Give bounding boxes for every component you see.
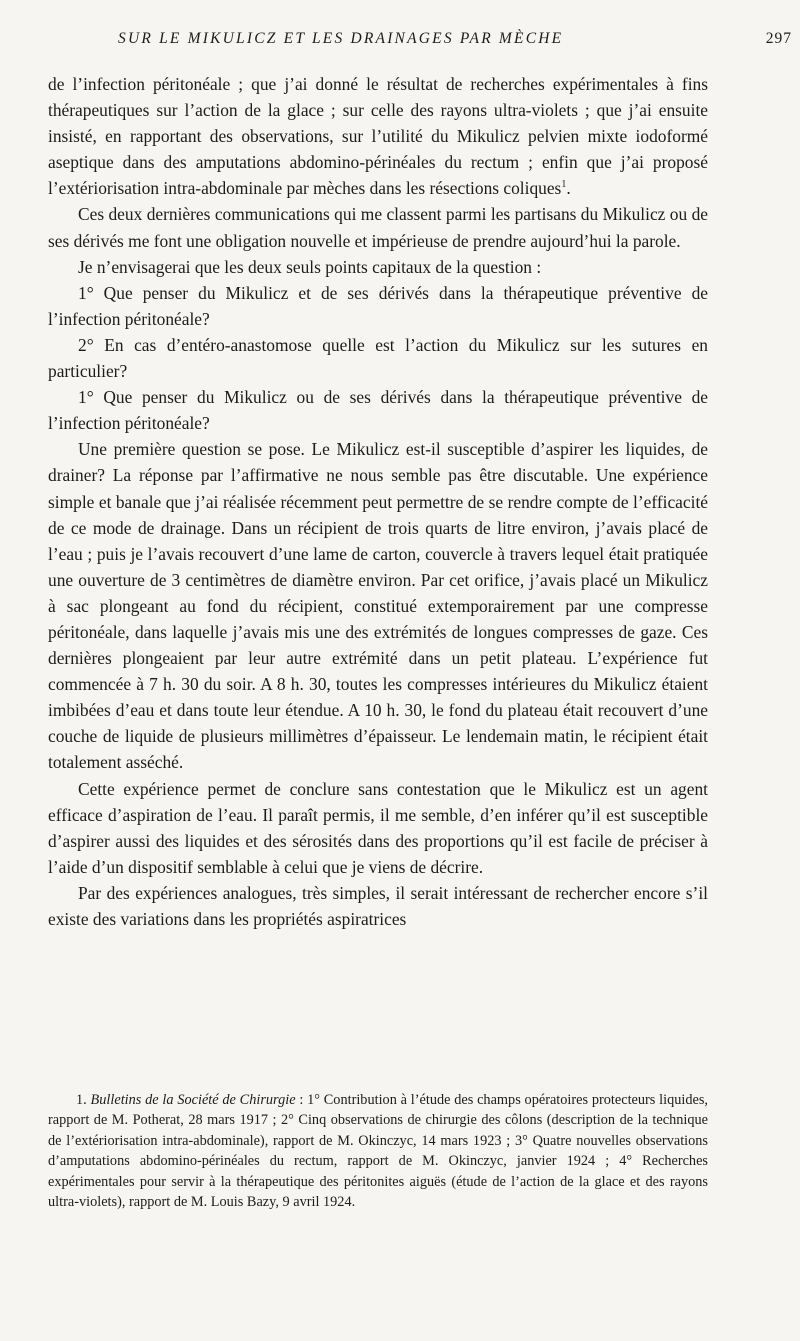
paragraph: Ces deux dernières communications qui me classent parmi les partisans du Mikulicz ou de ses dérivés me font une obligation nouvelle et impérieuse de prendre aujourd’hui la parole. bbox=[48, 204, 708, 251]
paragraph: 2° En cas d’entéro-anastomose quelle est l’action du Mikulicz sur les sutures en particulier? bbox=[48, 334, 708, 382]
footnote-text: : 1° Contribution à l’étude des champs opératoires protecteurs liquides, rapport de M. Potherat, 28 mars 1917 ; 2° Cinq observations de chirurgie des côlons (description de la technique de l’extériorisation intra-abdominale), rapport de M. Okinczyc, 14 mars 1923 ; 3° Quatre nouvelles observations d’amputations abdomino-périnéales du rectum, rapport de M. Okinczyc, janvier 1924 ; 4° Recherches expérimentales pour servir à la thérapeutique des péritonites aiguës (étude de l’action de la glace et des rayons ultra-violets), rapport de M. Louis Bazy, 9 avril 1924. bbox=[48, 1092, 708, 1211]
page-number: 297 bbox=[765, 30, 792, 47]
body-text bbox=[48, 71, 708, 932]
running-title: SUR LE MIKULICZ ET LES DRAINAGES PAR MÈCHE bbox=[118, 30, 564, 47]
paragraph: Par des expériences analogues, très simples, il serait intéressant de rechercher encore s’il existe des variations dans les propriétés aspiratrices bbox=[48, 882, 708, 929]
running-header bbox=[48, 30, 792, 56]
paragraph: 1° Que penser du Mikulicz et de ses dérivés dans la thérapeutique préventive de l’infection péritonéale? bbox=[48, 282, 708, 329]
footnote-source: Bulletins de la Société de Chirurgie bbox=[90, 1092, 296, 1108]
footnote-number: 1. bbox=[76, 1092, 87, 1108]
footnote-reference: 1 bbox=[561, 179, 567, 191]
paragraph: Une première question se pose. Le Mikulicz est-il susceptible d’aspirer les liquides, de drainer? La réponse par l’affirmative ne nous semble pas être discutable. Une expérience simple et banale que j’ai réalisée récemment peut permettre de se rendre compte de l’efficacité de ce mode de drainage. Dans un récipient de trois quarts de litre environ, j’avais placé de l’eau ; puis je l’avais recouvert d’une lame de carton, couvercle à travers lequel était pratiquée une ouverture de 3 centimètres de diamètre environ. Par cet orifice, j’avais placé un Mikulicz à sac plongeant au fond du récipient, constitué extemporairement par une compresse péritonéale, dans laquelle j’avais mis une des extrémités de longues compresses de gaze. Ces dernières plongeaient par leur autre extrémité dans un petit plateau. L’expérience fut commencée à 7 h. 30 du soir. A 8 h. 30, toutes les compresses intérieures du Mikulicz étaient imbibées d’eau et dans toute leur étendue. A 10 h. 30, le fond du plateau était recouvert d’une couche de liquide de plusieurs millimètres d’épaisseur. Le lendemain matin, le récipient était totalement asséché. bbox=[48, 439, 708, 773]
section-heading: 1° Que penser du Mikulicz ou de ses dérivés dans la thérapeutique préventive de l’infection péritonéale? bbox=[48, 387, 708, 434]
footnotes bbox=[48, 1090, 708, 1212]
footnote bbox=[48, 1090, 708, 1212]
paragraph: de l’infection péritonéale ; que j’ai donné le résultat de recherches expérimentales à fins thérapeutiques sur l’action de la glace ; sur celle des rayons ultra-violets ; que j’ai ensuite insisté, en rapportant des observations, sur l’utilité du Mikulicz pelvien mixte iodoformé aseptique dans des amputations abdomino-périnéales du rectum ; enfin que j’ai proposé l’extériorisation intra-abdominale par mèches dans les résections coliques$^1$. bbox=[48, 74, 708, 199]
paragraph: Je n’envisagerai que les deux seuls points capitaux de la question : bbox=[78, 256, 542, 277]
paragraph: Cette expérience permet de conclure sans contestation que le Mikulicz est un agent efficace d’aspiration de l’eau. Il paraît permis, il me semble, d’en inférer qu’il est susceptible d’aspirer aussi des liquides et des sérosités dans des proportions qu’il est facile de préciser à l’aide d’un dispositif semblable à celui que je viens de décrire. bbox=[48, 778, 708, 877]
